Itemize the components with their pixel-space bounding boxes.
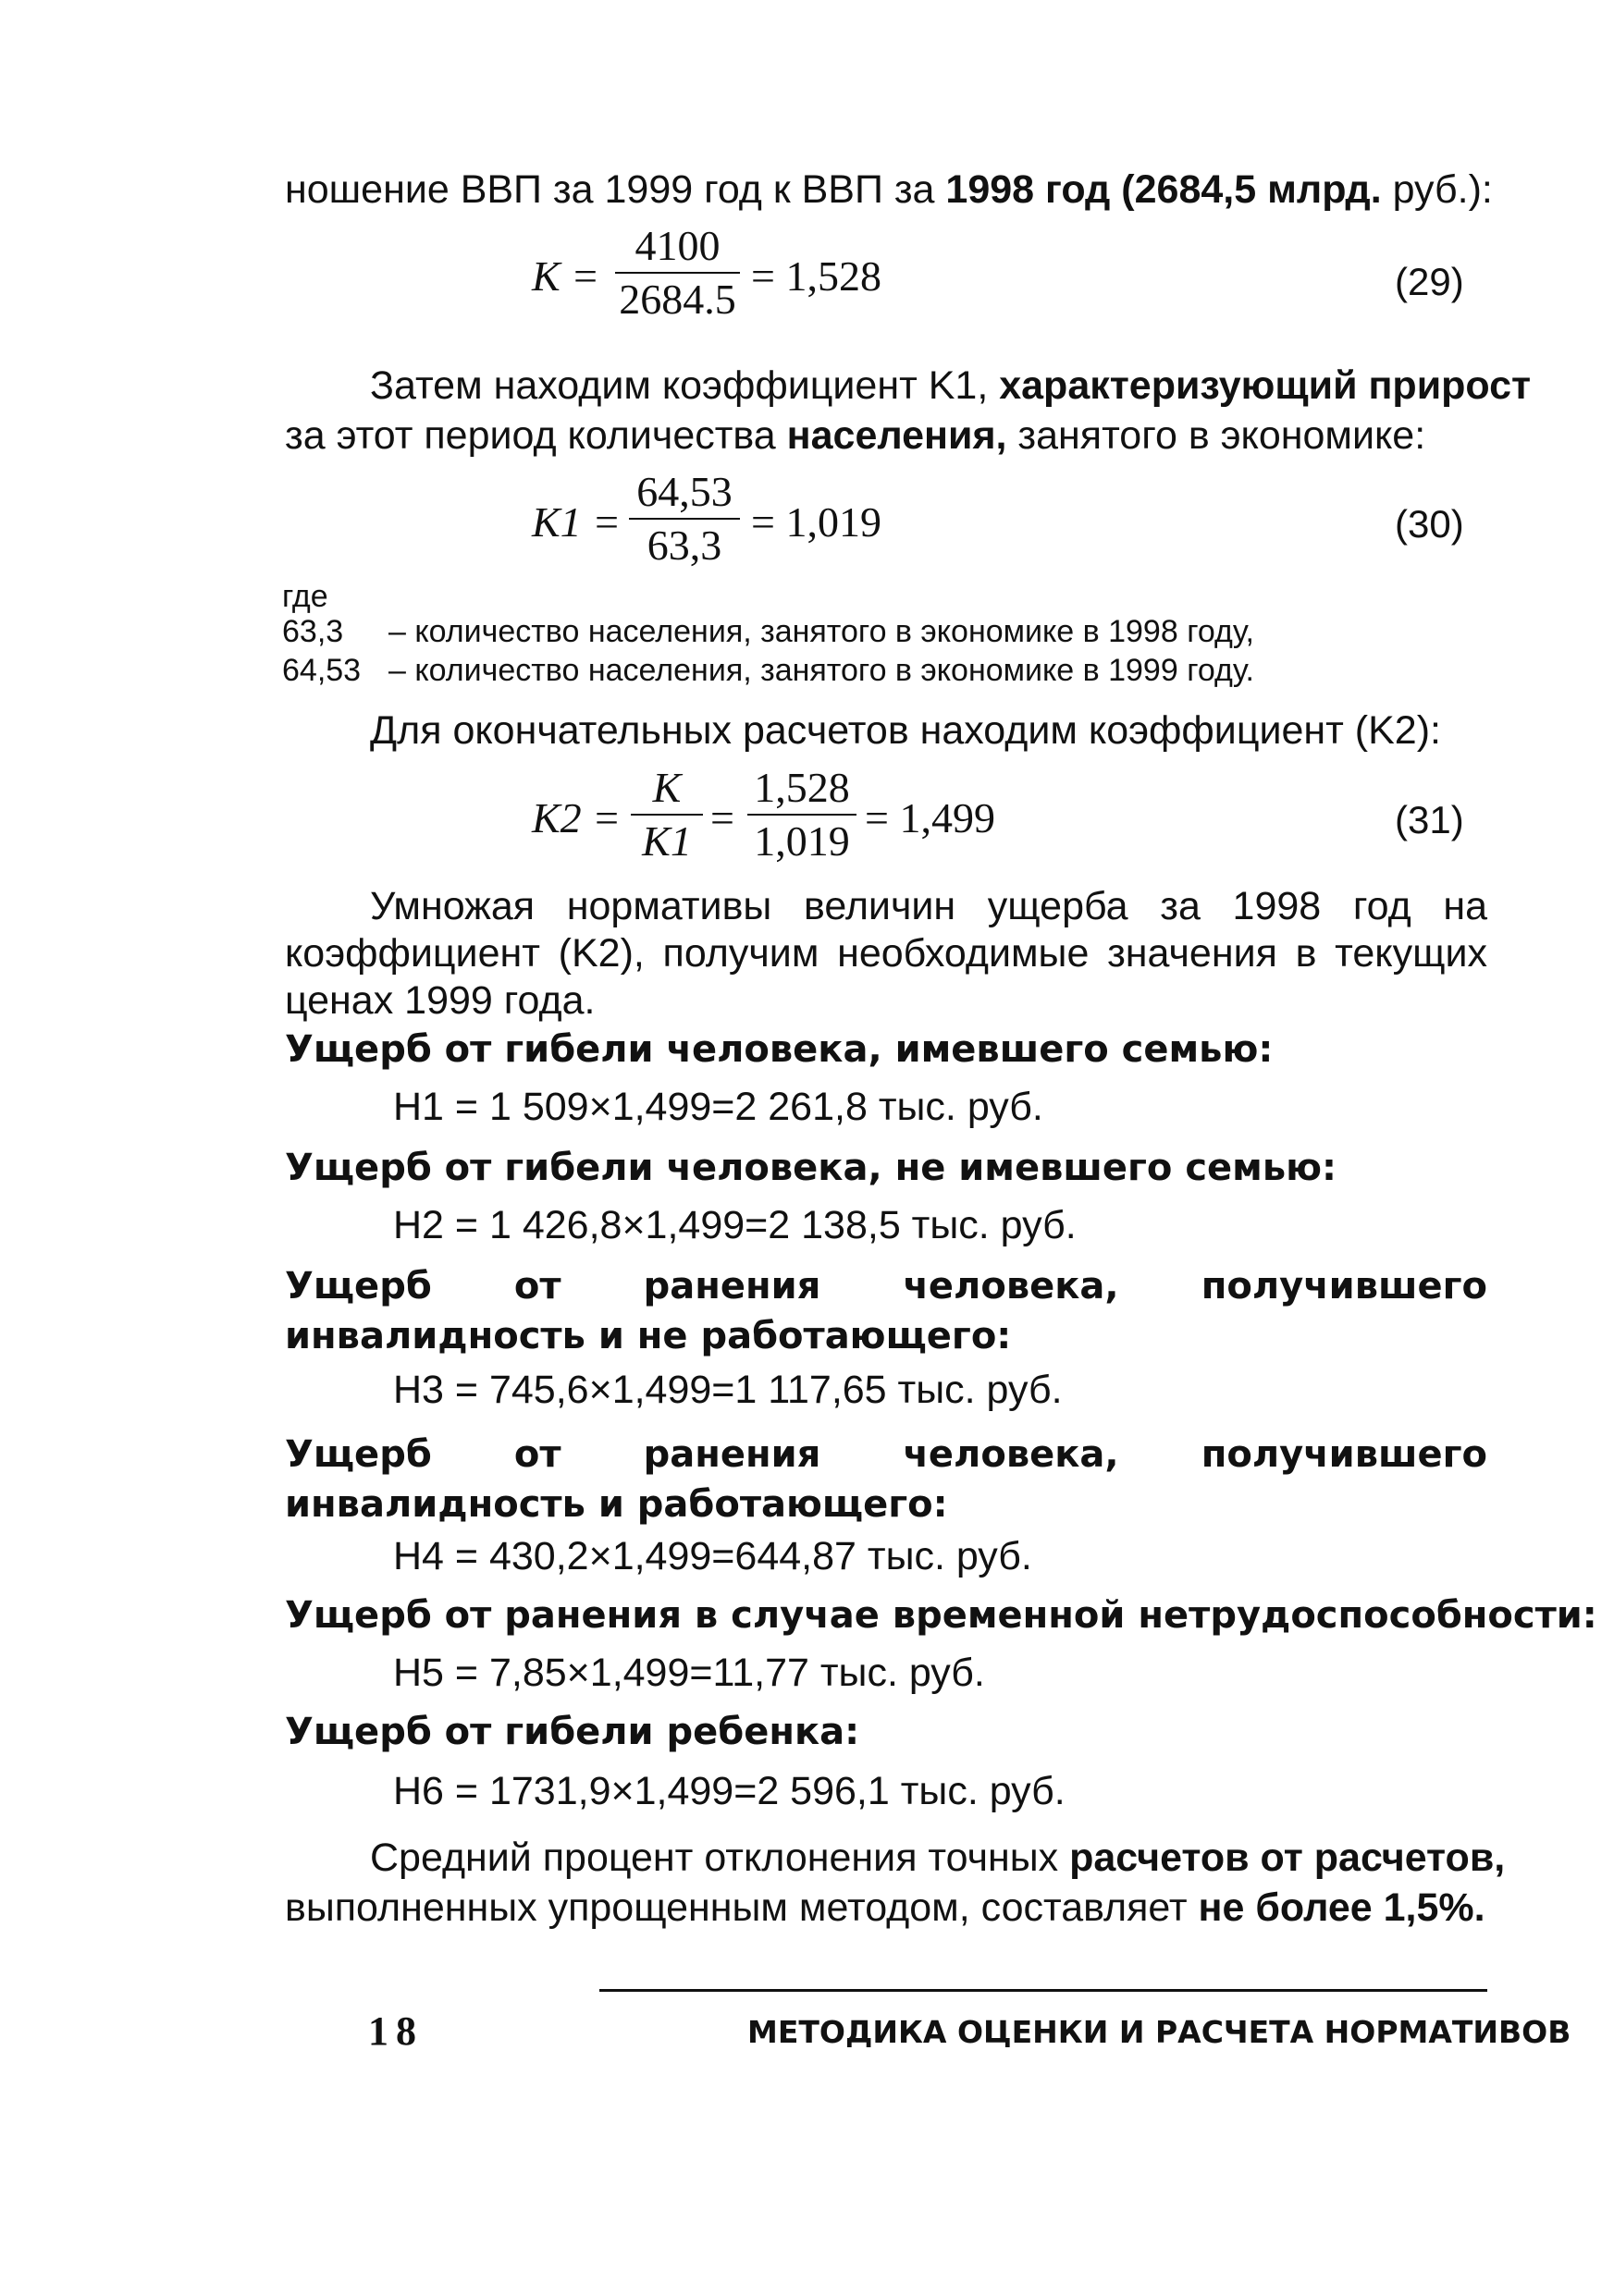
formula-30-numerator: 64,53 <box>636 468 733 515</box>
paragraph-k1-text: Затем находим коэффициент K1, <box>370 363 1000 408</box>
formula-30-denominator: 63,3 <box>647 522 722 569</box>
heading-item-1: Ущерб от гибели человека, имевшего семью: <box>285 1028 1274 1071</box>
paragraph-k1-text: за этот период количества <box>285 413 787 458</box>
formula-30-lhs: K1 = <box>532 498 622 546</box>
fraction-bar <box>631 814 703 816</box>
result-item-6: H6 = 1731,9×1,499=2 596,1 тыс. руб. <box>393 1769 1066 1813</box>
heading-item-5: Ущерб от ранения в случае временной нетрудоспособности: <box>285 1594 1597 1637</box>
fraction-bar <box>615 272 740 274</box>
intro-line <box>285 166 1493 213</box>
formula-31-numerator-2: 1,528 <box>754 764 850 811</box>
intro-line-start: ношение ВВП за 1999 год к ВВП за <box>285 167 946 212</box>
paragraph-multiply-text: Умножая нормативы величин ущерба за 1998 год на коэффициент (K2), получим необходимые значения в текущих ценах 1999 года. <box>285 884 1487 1023</box>
closing-line1 <box>370 1835 1505 1881</box>
running-title: МЕТОДИКА ОЦЕНКИ И РАСЧЕТА НОРМАТИВОВ <box>747 2014 1571 2050</box>
closing-text: Средний процент отклонения точных <box>370 1836 1070 1880</box>
heading-item-2: Ущерб от гибели человека, не имевшего семью: <box>285 1147 1337 1189</box>
equation-number-30: (30) <box>1395 502 1464 546</box>
where-item-desc: – количество населения, занятого в экономике в 1998 году, <box>388 614 1254 649</box>
formula-29-numerator: 4100 <box>635 222 721 269</box>
formula-29-result: = 1,528 <box>751 252 881 300</box>
paragraph-k1-line2 <box>285 412 1425 459</box>
formula-30-fraction <box>629 468 740 570</box>
where-item-value: 64,53 <box>282 653 362 688</box>
where-item-desc: – количество населения, занятого в экономике в 1999 году. <box>388 653 1254 688</box>
intro-line-end: руб.): <box>1381 167 1493 212</box>
formula-31-fraction-2 <box>747 764 856 866</box>
formula-29-lhs: K = <box>532 252 600 300</box>
formula-31-lhs: K2 = <box>532 794 622 841</box>
equation-number-29: (29) <box>1395 260 1464 303</box>
formula-31-numerator-1: K <box>652 764 682 811</box>
paragraph-k1-bold: населения, <box>786 413 1007 458</box>
result-item-5: H5 = 7,85×1,499=11,77 тыс. руб. <box>393 1651 985 1695</box>
page-number: 18 <box>368 2008 424 2054</box>
equation-number-31: (31) <box>1395 798 1464 841</box>
footer-rule <box>599 1989 1487 1992</box>
paragraph-k1-text: занятого в экономике: <box>1006 413 1426 458</box>
heading-item-6: Ущерб от гибели ребенка: <box>285 1711 860 1753</box>
paragraph-k1-line1 <box>370 362 1531 409</box>
closing-bold: не более 1,5%. <box>1198 1885 1485 1930</box>
fraction-bar <box>747 814 856 816</box>
formula-31-denominator-1: K1 <box>642 817 692 865</box>
result-item-4: H4 = 430,2×1,499=644,87 тыс. руб. <box>393 1534 1032 1578</box>
closing-line2 <box>285 1885 1485 1931</box>
result-item-2: H2 = 1 426,8×1,499=2 138,5 тыс. руб. <box>393 1203 1077 1247</box>
formula-29-fraction <box>615 222 740 324</box>
paragraph-multiply <box>285 883 1487 1025</box>
fraction-bar <box>629 518 740 520</box>
heading-item-3: Ущерб от ранения человека, получившего инвалидность и не работающего: <box>285 1265 1487 1357</box>
intro-line-bold: 1998 год (2684,5 млрд. <box>945 167 1382 212</box>
where-item-value: 63,3 <box>282 614 344 649</box>
paragraph-k2: Для окончательных расчетов находим коэффициент (K2): <box>370 708 1441 753</box>
where-label: где <box>282 579 328 614</box>
closing-bold: расчетов от расчетов, <box>1069 1836 1506 1880</box>
formula-31-fraction-1 <box>631 764 703 866</box>
result-item-3: H3 = 745,6×1,499=1 117,65 тыс. руб. <box>393 1368 1063 1412</box>
heading-item-4: Ущерб от ранения человека, получившего инвалидность и работающего: <box>285 1433 1487 1526</box>
formula-31-denominator-2: 1,019 <box>754 817 850 865</box>
formula-31-equals: = <box>710 794 734 841</box>
formula-31-result: = 1,499 <box>865 794 995 841</box>
formula-30-result: = 1,019 <box>751 498 881 546</box>
closing-text: выполненных упрощенным методом, составляет <box>285 1885 1199 1930</box>
formula-29-denominator: 2684.5 <box>619 276 736 323</box>
result-item-1: H1 = 1 509×1,499=2 261,8 тыс. руб. <box>393 1085 1043 1129</box>
paragraph-k1-bold: характеризующий прирост <box>999 363 1532 408</box>
